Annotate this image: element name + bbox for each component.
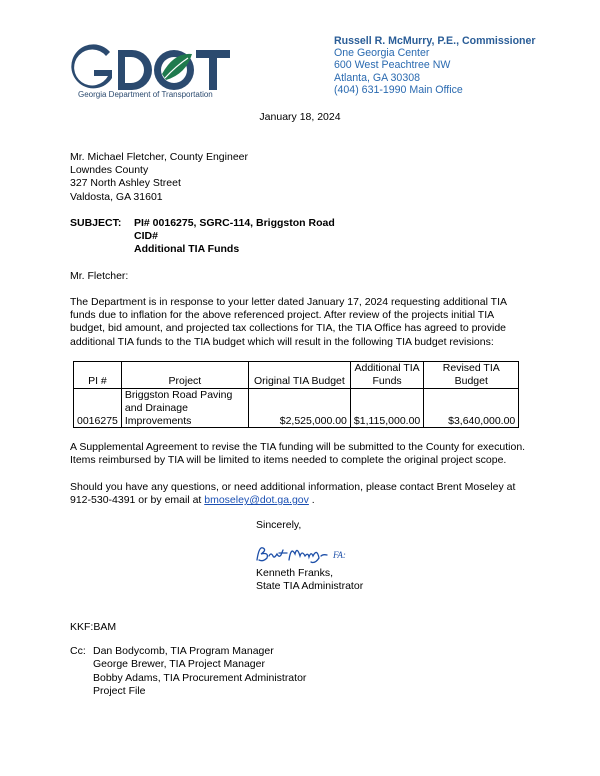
salutation: Mr. Fletcher: bbox=[70, 270, 129, 282]
contact-text: Should you have any questions, or need additional information, please contact Brent Moseley at 912-530-4391 or by email at bbox=[70, 481, 516, 507]
body-paragraph-3 bbox=[70, 481, 530, 507]
reference-initials: KKF:BAM bbox=[70, 621, 117, 633]
header-original-budget: Original TIA Budget bbox=[248, 362, 350, 389]
logo-subtitle: Georgia Department of Transportation bbox=[78, 90, 213, 99]
cell-revised-budget: $3,640,000.00 bbox=[424, 389, 519, 428]
office-name: One Georgia Center bbox=[334, 47, 430, 60]
cc-recipient: George Brewer, TIA Project Manager bbox=[93, 658, 265, 671]
office-street: 600 West Peachtree NW bbox=[334, 59, 451, 72]
subject-label: SUBJECT: bbox=[70, 217, 122, 229]
header-pi: PI # bbox=[74, 362, 122, 389]
recipient-line: 327 North Ashley Street bbox=[70, 177, 181, 190]
cc-recipient: Dan Bodycomb, TIA Program Manager bbox=[93, 645, 274, 657]
contact-suffix: . bbox=[308, 494, 315, 507]
recipient-line: Mr. Michael Fletcher, County Engineer bbox=[70, 151, 248, 163]
closing: Sincerely, bbox=[256, 519, 302, 531]
signature-image bbox=[253, 540, 363, 568]
recipient-line: Lowndes County bbox=[70, 164, 149, 177]
body-paragraph-2: A Supplemental Agreement to revise the TIA funding will be submitted to the County for execution. Items reimbursed by TIA will be limited to items needed to complete the original project scope. bbox=[70, 441, 526, 467]
office-phone: (404) 631-1990 Main Office bbox=[334, 83, 463, 96]
recipient-line: Valdosta, GA 31601 bbox=[70, 190, 163, 203]
email-link[interactable]: bmoseley@dot.ga.gov bbox=[204, 494, 309, 507]
commissioner-name: Russell R. McMurry, P.E., Commissioner bbox=[334, 35, 536, 47]
header-project: Project bbox=[121, 362, 248, 389]
header-additional-funds: Additional TIA Funds bbox=[350, 362, 423, 389]
subject-line: Additional TIA Funds bbox=[134, 243, 240, 256]
table-row bbox=[74, 389, 519, 428]
cc-recipient: Project File bbox=[93, 684, 146, 697]
commissioner-block bbox=[334, 35, 574, 96]
subject-line: PI# 0016275, SGRC-114, Briggston Road bbox=[134, 217, 335, 229]
cell-project: Briggston Road Paving and Drainage Improvements bbox=[121, 389, 248, 428]
table-header-row bbox=[74, 362, 519, 389]
cc-recipient: Bobby Adams, TIA Procurement Administrator bbox=[93, 671, 307, 684]
signer-title: State TIA Administrator bbox=[256, 580, 364, 593]
gdot-logo-mark bbox=[70, 44, 230, 94]
recipient-address bbox=[70, 151, 248, 204]
office-city: Atlanta, GA 30308 bbox=[334, 71, 420, 84]
subject-line: CID# bbox=[134, 230, 158, 243]
budget-table bbox=[73, 361, 519, 428]
letter-date: January 18, 2024 bbox=[259, 111, 341, 123]
cell-original-budget: $2,525,000.00 bbox=[248, 389, 350, 428]
signature bbox=[253, 540, 363, 568]
cc-label: Cc: bbox=[70, 645, 86, 657]
cell-additional-funds: $1,115,000.00 bbox=[350, 389, 423, 428]
gdot-logo bbox=[70, 44, 230, 102]
header-revised-budget: Revised TIA Budget bbox=[424, 362, 519, 389]
cell-pi: 0016275 bbox=[74, 389, 122, 428]
svg-text:FA:: FA: bbox=[333, 550, 346, 560]
body-paragraph-1: The Department is in response to your letter dated January 17, 2024 requesting additional TIA funds due to inflation for the above referenced project. After review of the projects initial TIA budget, bid amount, and projected tax collections for TIA, the TIA Office has agreed to provide additional TIA funds to the TIA budget which will result in the following TIA budget revisions: bbox=[70, 296, 507, 348]
signer-name: Kenneth Franks, bbox=[256, 567, 334, 579]
signer-block bbox=[256, 567, 363, 594]
